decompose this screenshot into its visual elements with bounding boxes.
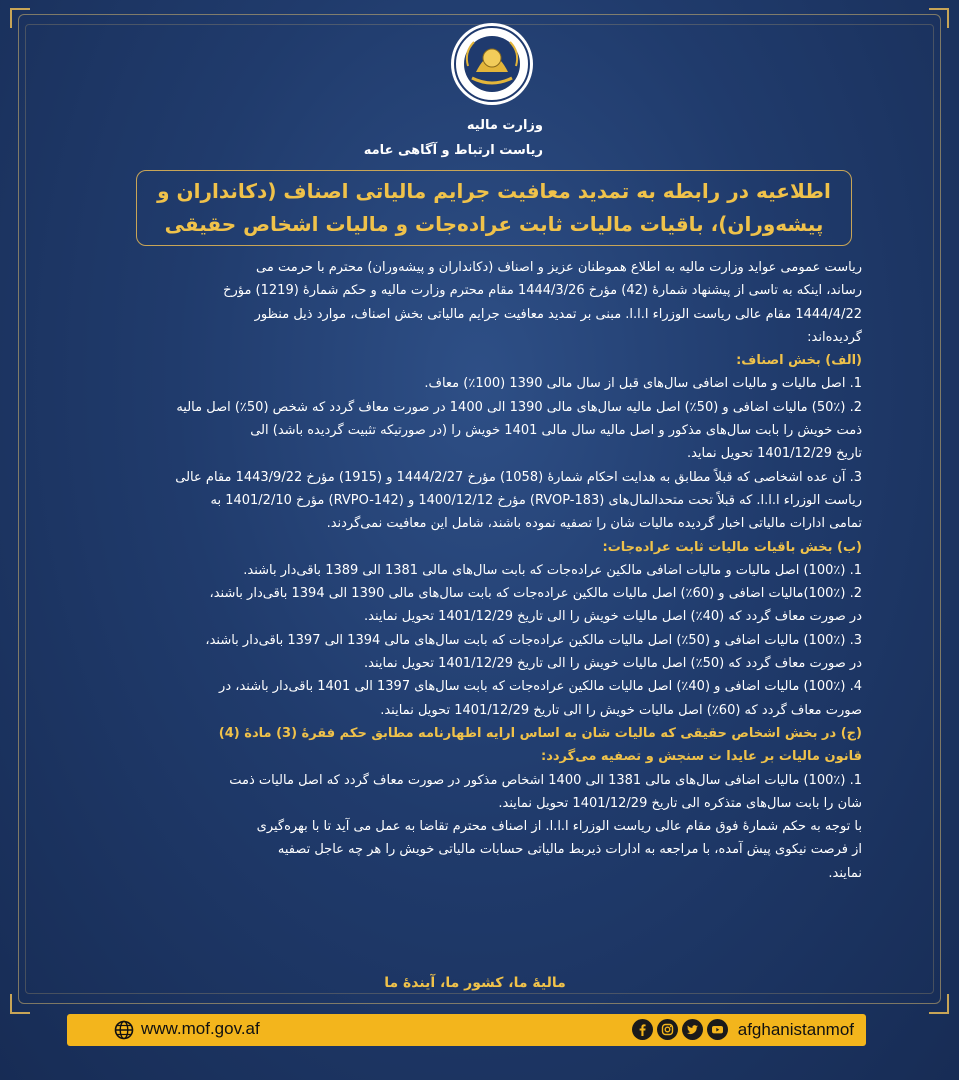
department-name: ریاست ارتباط و آگاهی عامه xyxy=(363,143,543,158)
social-handle[interactable]: afghanistanmof xyxy=(737,1019,854,1039)
frame-corner xyxy=(10,994,30,1014)
ministry-name: وزارت مالیه xyxy=(466,118,543,133)
body-line: ذمت خویش را بابت سال‌های مذکور و اصل مالیه سال مالی 1401 خویش را (در صورتیکه تثبیت گردیده باشد) الی xyxy=(250,423,862,439)
frame-corner xyxy=(929,8,949,28)
body-line: در صورت معاف گردد که (50٪) اصل مالیات خویش را الی تاریخ 1401/12/29 تحویل نمایند. xyxy=(364,656,862,672)
title-line: پیشه‌وران)، باقیات مالیات ثابت عراده‌جات و مالیات اشخاص حقیقی xyxy=(164,212,824,236)
ministry-seal-logo xyxy=(450,22,534,106)
section-heading: (الف) بخش اصناف: xyxy=(736,353,862,369)
body-line: 2. (100٪)مالیات اضافی و (60٪) اصل مالیات مالکین عراده‌جات که بابت سال‌های مالی 1390 الی 1394 باقی‌دار باشند، xyxy=(209,586,862,602)
frame-corner xyxy=(929,994,949,1014)
body-line: 1. اصل مالیات و مالیات اضافی سال‌های قبل از سال مالی 1390 (100٪) معاف. xyxy=(424,376,862,392)
body-line: در صورت معاف گردد که (40٪) اصل مالیات خویش را الی تاریخ 1401/12/29 تحویل نمایند. xyxy=(364,609,862,625)
facebook-icon[interactable] xyxy=(632,1019,653,1040)
body-line: صورت معاف گردد که (60٪) اصل مالیات خویش را الی تاریخ 1401/12/29 تحویل نمایند. xyxy=(380,702,862,718)
body-line: تمامی ادارات مالیاتی اخبار گردیده مالیات شان را تصفیه نموده باشند، شامل این معافیت نمی‌گردند. xyxy=(326,516,862,532)
body-line: نمایند. xyxy=(828,865,862,881)
footer-bar xyxy=(67,1014,866,1046)
body-line: 1444/4/22 مقام عالی ریاست الوزراء ا.ا.ا. مبنی بر تمدید معافیت جرایم مالیاتی بخش اصناف، موارد ذیل منظور xyxy=(254,306,862,322)
social-links xyxy=(632,1019,854,1040)
body-line: 1. (100٪) اصل مالیات و مالیات اضافی مالکین عراده‌جات که بابت سال‌های مالی 1381 الی 1389 باقی‌دار باشند. xyxy=(243,562,862,578)
body-line: ریاست الوزراء ا.ا.ا. که قبلاً تحت متحدالمال‌های (RVOP-183) مؤرخ 1400/12/12 و (RVPO-142) مؤرخ 1401/2/10 به xyxy=(210,492,862,508)
website-link[interactable]: www.mof.gov.af xyxy=(141,1019,260,1038)
frame-corner xyxy=(10,8,30,28)
section-heading: قانون مالیات بر عایدا ت سنجش و تصفیه می‌گردد: xyxy=(541,749,862,765)
body-line: شان را بابت سال‌های متذکره الی تاریخ 1401/12/29 تحویل نمایند. xyxy=(498,795,862,811)
body-line: 3. (100٪) مالیات اضافی و (50٪) اصل مالیات مالکین عراده‌جات که بابت سال‌های مالی 1394 الی 1397 باقی‌دار باشند، xyxy=(205,632,862,648)
body-line: گردیده‌اند: xyxy=(807,329,862,345)
youtube-icon[interactable] xyxy=(707,1019,728,1040)
announcement-body xyxy=(88,256,862,885)
body-line: 2. (50٪) مالیات اضافی و (50٪) اصل مالیه سال‌های مالی 1390 الی 1400 در صورت معاف گردد که شخص (50٪) اصل مالیه xyxy=(176,399,862,415)
title-line: اطلاعیه در رابطه به تمدید معافیت جرایم مالیاتی اصناف (دکانداران و xyxy=(157,179,831,203)
slogan: مالیهٔ ما، کشور ما، آیندهٔ ما xyxy=(384,975,566,991)
body-line: ریاست عمومی عواید وزارت مالیه به اطلاع هموطنان عزیز و اصناف (دکانداران و پیشه‌وران) محترم با حرمت می xyxy=(256,260,862,275)
section-heading: (ب) بخش باقیات مالیات ثابت عراده‌جات: xyxy=(602,539,862,555)
body-line: تاریخ 1401/12/29 تحویل نماید. xyxy=(686,446,862,462)
body-line: 4. (100٪) مالیات اضافی و (40٪) اصل مالیات مالکین عراده‌جات که بابت سال‌های 1397 الی 1401 باقی‌دار باشند، در xyxy=(219,679,862,695)
body-line: با توجه به حکم شمارهٔ فوق مقام عالی ریاست الوزراء ا.ا.ا. از اصناف محترم تقاضا به عمل می آید تا با بهره‌گیری xyxy=(256,819,862,835)
body-line: رساند، اینکه به تاسی از پیشنهاد شمارهٔ (42) مؤرخ 1444/3/26 مقام محترم وزارت مالیه و حکم شمارهٔ (1219) مؤرخ xyxy=(223,283,862,299)
body-line: 1. (100٪) مالیات اضافی سال‌های مالی 1381 الی 1400 اشخاص مذکور در صورت معاف گردد که اصل مالیات ذمت xyxy=(229,772,862,788)
twitter-icon[interactable] xyxy=(682,1019,703,1040)
globe-icon xyxy=(114,1020,134,1040)
announcement-title xyxy=(136,170,852,246)
body-line: از فرصت نیکوی پیش آمده، با مراجعه به ادارات ذیربط مالیاتی حسابات مالیاتی خویش را هر چه عاجل تصفیه xyxy=(277,842,862,858)
body-line: 3. آن عده اشخاصی که قبلاً مطابق به هدایت احکام شمارهٔ (1058) مؤرخ 1444/2/27 و (1915) مؤرخ 1443/9/22 مقام عالی xyxy=(175,469,862,485)
instagram-icon[interactable] xyxy=(657,1019,678,1040)
section-heading: (ج) در بخش اشخاص حقیقی که مالیات شان به اساس ارایه اظهارنامه مطابق حکم فقرهٔ (3) مادهٔ (4) xyxy=(218,725,862,741)
